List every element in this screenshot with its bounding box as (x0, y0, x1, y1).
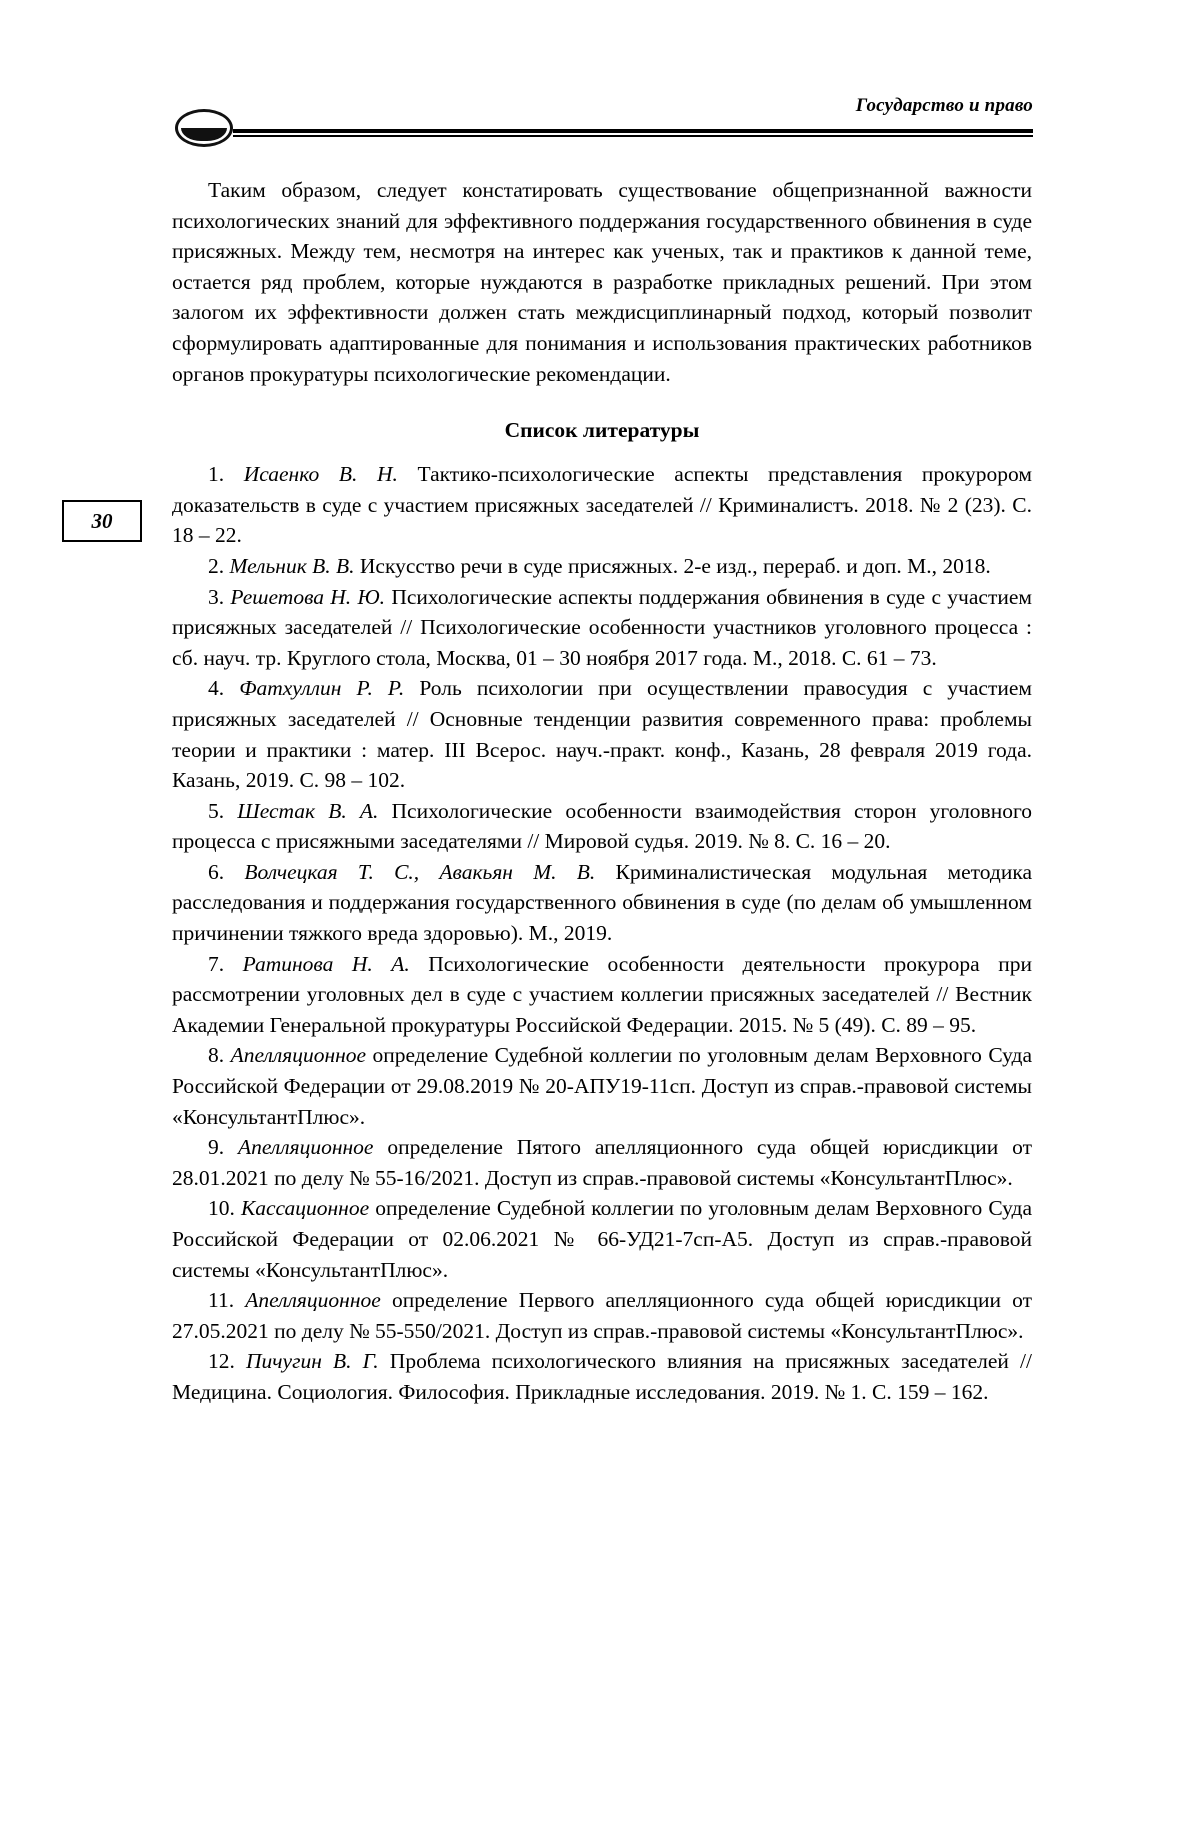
reference-number: 9. (208, 1135, 225, 1160)
reference-number: 4. (208, 676, 225, 701)
reference-author: Решетова Н. Ю. (230, 584, 386, 609)
reference-text: Психологические особенности деятельности прокурора при рассмотрении уголовных дел в суде с участием коллегии присяжных заседателей // Вестник Академии Генеральной прокуратуры Российской Федерации. 2015. № 5 (49). С. 89 – 95. (172, 951, 1032, 1037)
page-number: 30 (91, 509, 113, 533)
reference-author: Кассационное (240, 1196, 370, 1221)
reference-author: Исаенко В. Н. (243, 462, 398, 487)
reference-item (172, 1132, 1032, 1193)
reference-text: Роль психологии при осуществлении правосудия с участием присяжных заседателей // Основные тенденции развития современного права: проблемы теории и практики : матер. III Всерос. науч.-практ. конф., Казань, 28 февраля 2019 года. Казань, 2019. С. 98 – 102. (172, 676, 1032, 793)
reference-text: Проблема психологического влияния на присяжных заседателей // Медицина. Социология. Философия. Прикладные исследования. 2019. № 1. С. 159 – 162. (172, 1349, 1032, 1404)
reference-number: 5. (208, 798, 225, 823)
reference-item (172, 1040, 1032, 1132)
reference-text: определение Пятого апелляционного суда общей юрисдикции от 28.01.2021 по делу № 55-16/2021. Доступ из справ.-правовой системы «КонсультантПлюс». (172, 1135, 1033, 1190)
reference-text: определение Судебной коллегии по уголовным делам Верховного Суда Российской Федерации от 29.08.2019 № 20-АПУ19-11сп. Доступ из справ.-правовой системы «КонсультантПлюс». (172, 1043, 1033, 1129)
reference-text: Психологические аспекты поддержания обвинения в суде с участием присяжных заседателей // Психологические особенности участников уголовного процесса : сб. науч. тр. Круглого стола, Москва, 01 – 30 ноября 2017 года. М., 2018. С. 61 – 73. (172, 584, 1033, 670)
reference-item (172, 551, 1032, 582)
reference-item (172, 1346, 1032, 1407)
reference-number: 3. (208, 584, 225, 609)
reference-number: 8. (208, 1043, 225, 1068)
reference-number: 11. (208, 1288, 235, 1313)
journal-title: Государство и право (855, 95, 1033, 116)
reference-number: 10. (208, 1196, 235, 1221)
reference-author: Фатхуллин Р. Р. (239, 676, 405, 701)
reference-author: Апелляционное (245, 1288, 381, 1313)
reference-item (172, 1193, 1032, 1285)
reference-text: Психологические особенности взаимодействия сторон уголовного процесса с присяжными заседателями // Мировой судья. 2019. № 8. С. 16 – 20. (172, 798, 1033, 854)
reference-item (172, 582, 1032, 674)
reference-item (172, 673, 1032, 795)
reference-author: Волчецкая Т. С., Авакьян М. В. (244, 859, 596, 884)
reference-number: 6. (208, 859, 225, 884)
page-header (175, 95, 1033, 155)
reference-text: Криминалистическая модульная методика расследования и поддержания государственного обвинения в суде (по делам об умышленном причинении тяжкого вреда здоровью). М., 2019. (172, 859, 1033, 946)
reference-text: Тактико-психологические аспекты представления прокурором доказательств в суде с участием присяжных заседателей // Криминалистъ. 2018. № 2 (23). С. 18 – 22. (172, 462, 1032, 548)
reference-author: Пичугин В. Г. (246, 1349, 379, 1374)
journal-emblem-icon (175, 109, 235, 149)
reference-author: Апелляционное (237, 1135, 374, 1160)
reference-item (172, 796, 1032, 857)
references-heading: Список литературы (504, 418, 700, 443)
reference-item (172, 949, 1032, 1041)
reference-item (172, 459, 1032, 551)
reference-number: 7. (208, 951, 225, 976)
paragraph: Таким образом, следует констатировать существование общепризнанной важности психологических знаний для эффективного поддержания государственного обвинения в суде присяжных. Между тем, несмотря на интерес как ученых, так и практиков к данной теме, остается ряд проблем, которые нуждаются в разработке прикладных решений. При этом залогом их эффективности должен стать междисциплинарный подход, который позволит сформулировать адаптированные для понимания и использования практических работников органов прокуратуры психологические рекомендации. (172, 178, 1032, 386)
reference-number: 2. (208, 553, 225, 578)
reference-author: Шестак В. А. (237, 798, 379, 823)
page-content (172, 175, 1032, 1408)
reference-item (172, 857, 1032, 949)
reference-text: определение Первого апелляционного суда общей юрисдикции от 27.05.2021 по делу № 55-550/2021. Доступ из справ.-правовой системы «КонсультантПлюс». (172, 1288, 1033, 1343)
header-divider (233, 129, 1033, 138)
reference-number: 1. (208, 462, 225, 487)
reference-number: 12. (208, 1349, 235, 1374)
page-number-tab (62, 500, 142, 542)
reference-author: Апелляционное (230, 1043, 367, 1068)
page-number-tab-connector (0, 500, 64, 542)
reference-author: Мельник В. В. (229, 553, 355, 578)
reference-text: Искусство речи в суде присяжных. 2-е изд., перераб. и доп. М., 2018. (359, 553, 991, 578)
reference-text: определение Судебной коллегии по уголовным делам Верховного Суда Российской Федерации от 02.06.2021 № 66-УД21-7сп-А5. Доступ из справ.-правовой системы «КонсультантПлюс». (172, 1196, 1033, 1282)
reference-item (172, 1285, 1032, 1346)
reference-author: Ратинова Н. А. (242, 951, 410, 976)
